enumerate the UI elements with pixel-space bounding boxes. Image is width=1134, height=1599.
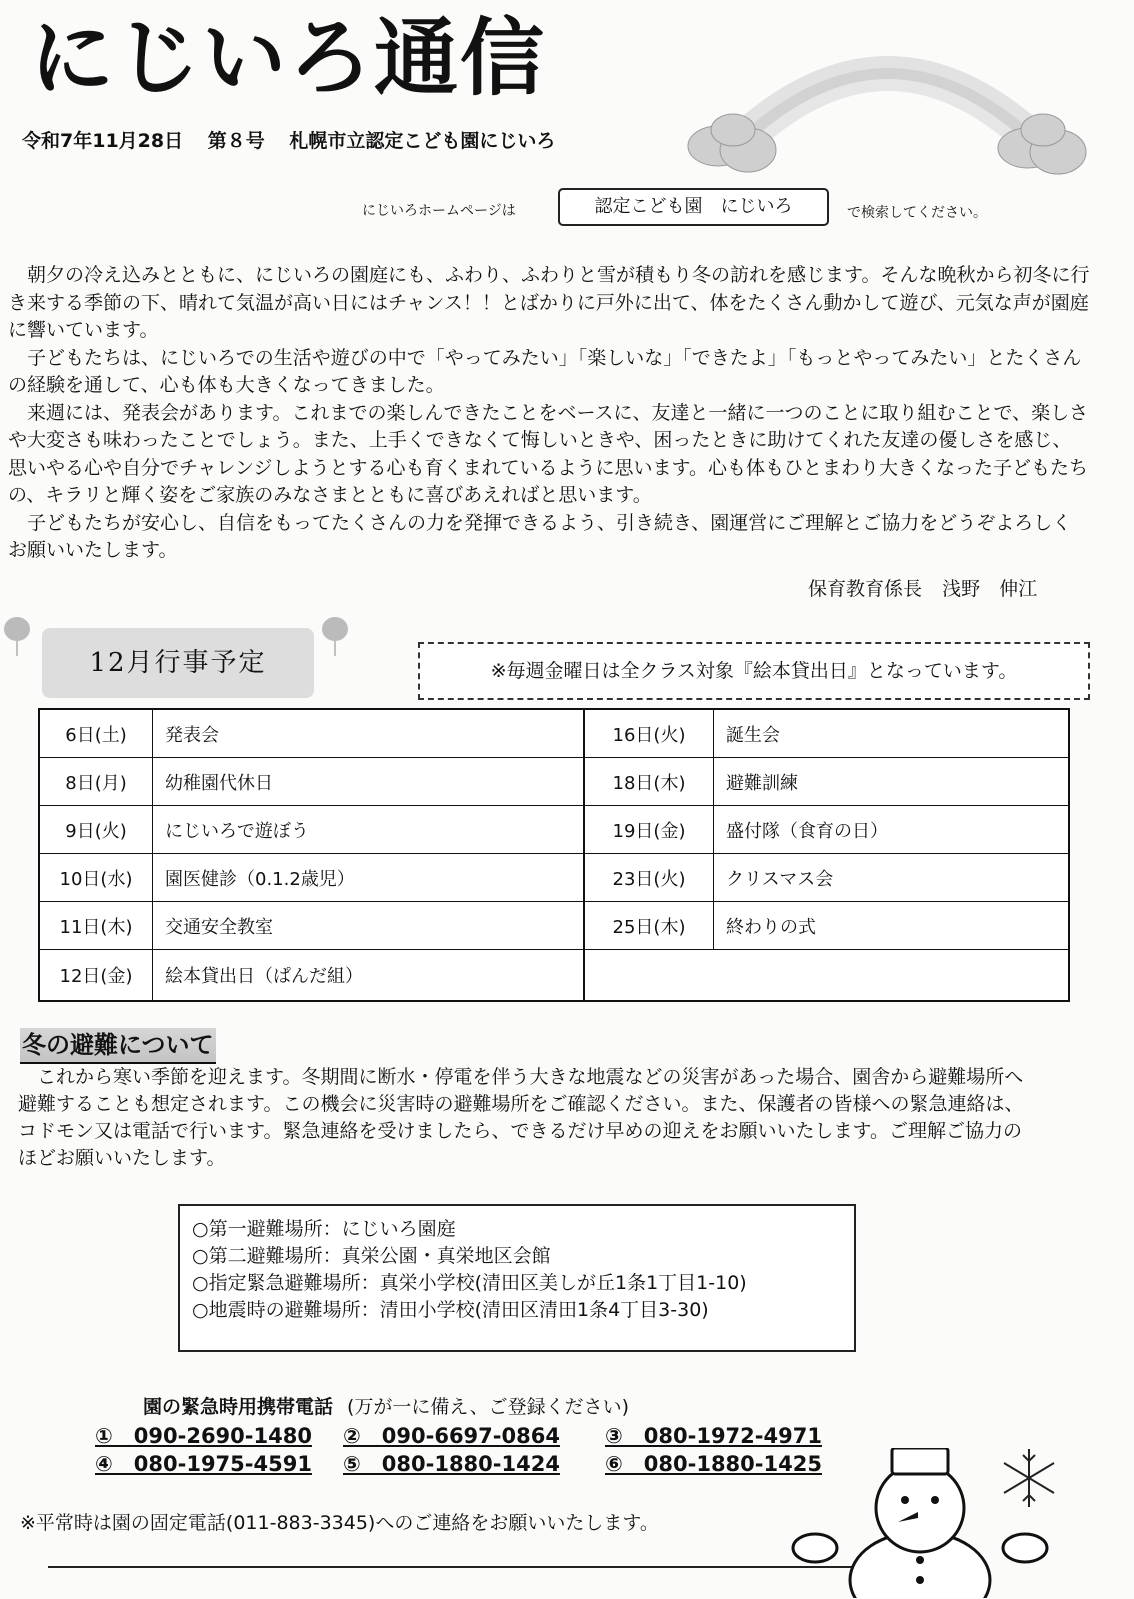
balloon-icon: [320, 616, 350, 656]
schedule-row-empty: [585, 950, 1068, 1000]
event-name: 幼稚園代休日: [165, 772, 273, 794]
event-name: 終わりの式: [726, 916, 816, 938]
evacuation-place: ○第二避難場所：真栄公園・真栄地区会館: [192, 1245, 551, 1267]
event-date: 10日(水): [40, 854, 153, 901]
event-date: 9日(火): [40, 806, 153, 853]
evacuation-places-box: [178, 1204, 856, 1352]
schedule-row: [40, 854, 583, 902]
schedule-row: [585, 710, 1068, 758]
schedule-right-column: [585, 710, 1068, 1000]
event-name: 園医健診（0.1.2歳児）: [165, 868, 355, 890]
phones-title: 園の緊急時用携帯電話: [143, 1396, 334, 1418]
signature-name: 浅野 伸江: [942, 578, 1038, 600]
schedule-left-column: [40, 710, 585, 1000]
issue-number: 第８号: [207, 130, 265, 152]
event-name: 避難訓練: [726, 772, 798, 794]
intro-paragraph: 来週には、発表会があります。これまでの楽しんできたことをベースに、友達と一緒に一つのことに取り組むことで、楽しさや大変さも味わったことでしょう。また、上手くできなくて悔しいときや、困ったときに助けてくれた友達の優しさを感じ、思いやる心や自分でチャレンジしようとする心も育くまれているように思います。心も体もひとまわり大きくなった子どもたちの、キラリと輝く姿をご家族のみなさまとともに喜びあえればと思います。: [8, 401, 1089, 506]
winter-paragraph: これから寒い季節を迎えます。冬期間に断水・停電を伴う大きな地震などの災害があった場合、園舎から避難場所へ避難することも想定されます。この機会に災害時の避難場所をご確認ください。また、保護者の皆様への緊急連絡は、コドモン又は電話で行います。緊急連絡を受けましたら、できるだけ早めの迎えをお願いいたします。ご理解ご協力のほどお願いいたします。: [18, 1066, 1024, 1169]
schedule-row: [585, 806, 1068, 854]
phone-number: ③ 080-1972-4971: [605, 1424, 822, 1448]
snowman-illustration: [790, 1448, 1050, 1598]
picture-book-notice: ※毎週金曜日は全クラス対象『絵本貸出日』となっています。: [418, 642, 1090, 700]
phone-number: ④ 080-1975-4591: [95, 1452, 312, 1476]
event-date: 25日(木): [585, 902, 714, 949]
newsletter-title: にじいろ通信: [30, 9, 547, 107]
homepage-prefix: にじいろホームページは: [362, 203, 516, 219]
intro-message: [8, 262, 1090, 565]
event-name: 誕生会: [726, 724, 780, 746]
intro-paragraph: 朝夕の冷え込みとともに、にじいろの園庭にも、ふわり、ふわりと雪が積もり冬の訪れを感じます。そんな晩秋から初冬に行き来する季節の下、晴れて気温が高い日にはチャンス！！とばかりに戸外に出て、体をたくさん動かして遊び、元気な声が園庭に響いています。: [8, 264, 1090, 341]
evacuation-place: ○第一避難場所：にじいろ園庭: [192, 1218, 456, 1240]
homepage-search-term: 認定こども園 にじいろ: [558, 188, 829, 226]
schedule-row: [40, 710, 583, 758]
phone-number: ⑤ 080-1880-1424: [343, 1452, 560, 1476]
event-date: 19日(金): [585, 806, 714, 853]
event-date: 6日(土): [40, 710, 153, 757]
phones-note: (万が一に備え、ご登録ください): [347, 1396, 629, 1418]
schedule-row: [40, 902, 583, 950]
event-date: 18日(木): [585, 758, 714, 805]
winter-evacuation-text: [18, 1064, 1038, 1172]
event-name: 交通安全教室: [165, 916, 273, 938]
schedule-row: [40, 806, 583, 854]
event-date: 16日(火): [585, 710, 714, 757]
balloon-icon: [2, 616, 32, 656]
phone-number: ② 090-6697-0864: [343, 1424, 560, 1448]
phone-number: ① 090-2690-1480: [95, 1424, 312, 1448]
event-name: 絵本貸出日（ぱんだ組）: [165, 966, 363, 987]
emergency-phones-heading: [143, 1392, 629, 1419]
event-date: 12日(金): [40, 950, 153, 1000]
issue-date: 令和7年11月28日: [22, 130, 184, 152]
intro-paragraph: 子どもたちが安心し、自信をもってたくさんの力を発揮できるよう、引き続き、園運営にご理解とご協力をどうぞよろしくお願いいたします。: [8, 511, 1072, 561]
homepage-suffix: で検索してください。: [847, 205, 987, 221]
event-date: 11日(木): [40, 902, 153, 949]
schedule-row: [585, 758, 1068, 806]
landline-note: ※平常時は園の固定電話(011-883-3345)へのご連絡をお願いいたします。: [20, 1512, 659, 1534]
event-date: 23日(火): [585, 854, 714, 901]
issue-info: [22, 126, 573, 153]
signature-title: 保育教育係長: [808, 578, 923, 600]
schedule-row: [40, 950, 583, 1000]
signature: [794, 574, 1037, 601]
event-name: 盛付隊（食育の日）: [726, 820, 888, 842]
winter-evacuation-heading: 冬の避難について: [20, 1028, 216, 1064]
event-name: クリスマス会: [726, 868, 834, 890]
publisher: 札幌市立認定こども園にじいろ: [289, 130, 556, 152]
intro-paragraph: 子どもたちは、にじいろでの生活や遊びの中で「やってみたい」「楽しいな」「できたよ」「もっとやってみたい」とたくさんの経験を通して、心も体も大きくなってきました。: [8, 346, 1082, 396]
event-name: 発表会: [165, 724, 219, 746]
schedule-row: [40, 758, 583, 806]
schedule-table: [38, 708, 1070, 1002]
event-date: 8日(月): [40, 758, 153, 805]
evacuation-place: ○指定緊急避難場所：真栄小学校(清田区美しが丘1条1丁目1-10): [192, 1272, 747, 1294]
rainbow-illustration: [678, 18, 1098, 188]
event-name: にじいろで遊ぼう: [165, 820, 309, 842]
schedule-row: [585, 854, 1068, 902]
events-heading: 12月行事予定: [42, 628, 314, 698]
phone-number: ⑥ 080-1880-1425: [605, 1452, 822, 1476]
evacuation-place: ○地震時の避難場所：清田小学校(清田区清田1条4丁目3-30): [192, 1299, 709, 1321]
schedule-row: [585, 902, 1068, 950]
